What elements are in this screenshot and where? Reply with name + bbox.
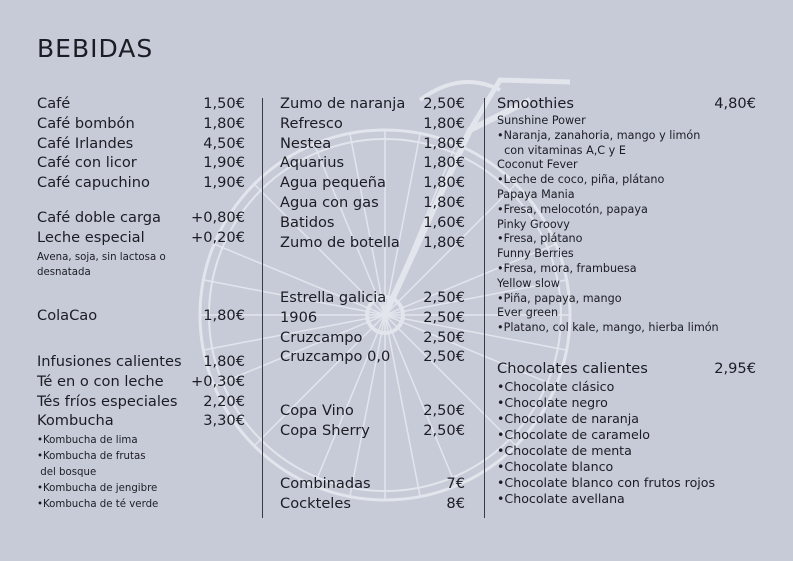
item-price: 1,80€ — [203, 307, 245, 324]
smoothie-line: •Fresa, plátano — [497, 232, 583, 246]
item-price: 1,80€ — [423, 154, 465, 172]
item-price: 7€ — [446, 475, 465, 492]
menu-item — [280, 329, 465, 349]
smoothie-line: •Platano, col kale, mango, hierba limón — [497, 321, 719, 335]
menu-item — [280, 422, 465, 442]
item-name: Copa Sherry — [280, 421, 370, 439]
item-price: 1,80€ — [203, 114, 245, 132]
item-price: 2,50€ — [423, 95, 465, 112]
item-name: 1906 — [280, 308, 318, 326]
smoothie-line: •Naranja, zanahoria, mango y limón — [497, 128, 701, 142]
chocolate-line: •Chocolate de caramelo — [497, 427, 650, 442]
menu-item — [280, 154, 465, 174]
item-price: 1,80€ — [423, 174, 465, 192]
menu-item — [280, 309, 465, 329]
item-name: Refresco — [280, 114, 343, 132]
chocolate-line: •Chocolate blanco — [497, 459, 614, 474]
item-price: 2,50€ — [423, 308, 465, 326]
smoothie-line: •Fresa, mora, frambuesa — [497, 261, 637, 275]
item-name: Smoothies — [497, 95, 574, 112]
item-price: 1,80€ — [423, 233, 465, 251]
beers-group — [280, 289, 465, 368]
item-price: 2,20€ — [203, 392, 245, 410]
menu-item — [280, 348, 465, 368]
extras-group — [37, 209, 245, 249]
menu-item — [497, 360, 756, 380]
item-price: 1,80€ — [423, 193, 465, 211]
item-price: 8€ — [446, 494, 465, 512]
item-name: Agua con gas — [280, 193, 379, 211]
item-name: Combinadas — [280, 475, 371, 492]
chocolate-line: •Chocolate de naranja — [497, 411, 639, 426]
item-name: Leche especial — [37, 228, 145, 246]
item-price: 2,50€ — [423, 289, 465, 306]
item-price: 3,30€ — [203, 412, 245, 430]
leche-note: Avena, soja, sin lactosa o — [37, 252, 166, 263]
menu-item — [280, 475, 465, 495]
item-name: Batidos — [280, 213, 335, 231]
item-name: Estrella galicia — [280, 289, 387, 306]
menu-item — [37, 154, 245, 174]
menu-item — [37, 174, 245, 194]
column-divider — [262, 98, 263, 518]
menu-item — [37, 393, 245, 413]
smoothie-line: Yellow slow — [497, 276, 560, 290]
item-name: Café bombón — [37, 114, 135, 132]
infusions-group — [37, 353, 245, 432]
menu-item — [37, 373, 245, 393]
item-price: 1,80€ — [423, 114, 465, 132]
kombucha-item: •Kombucha de té verde — [37, 499, 159, 510]
item-price: 1,50€ — [203, 95, 245, 112]
menu-item — [280, 289, 465, 309]
item-name: Café Irlandes — [37, 134, 134, 152]
item-name: Copa Vino — [280, 402, 354, 419]
menu-item — [37, 412, 245, 432]
smoothie-line: Ever green — [497, 306, 559, 320]
item-name: Agua pequeña — [280, 174, 387, 192]
item-name: Infusiones calientes — [37, 353, 182, 370]
chocolate-line: •Chocolate blanco con frutos rojos — [497, 475, 716, 490]
item-name: Aquarius — [280, 154, 345, 172]
item-price: 2,95€ — [714, 360, 756, 377]
menu-item — [280, 214, 465, 234]
smoothie-line: Funny Berries — [497, 247, 574, 261]
item-name: Café capuchino — [37, 174, 150, 192]
item-name: Café doble carga — [37, 209, 161, 226]
column-divider — [484, 98, 485, 518]
item-price: 4,80€ — [714, 95, 756, 112]
item-name: Tés fríos especiales — [37, 392, 178, 410]
item-price: 1,90€ — [203, 154, 245, 172]
item-name: Zumo de naranja — [280, 95, 406, 112]
item-price: 1,80€ — [423, 134, 465, 152]
menu-item — [37, 95, 245, 115]
smoothie-line: •Piña, papaya, mango — [497, 291, 622, 305]
item-name: Nestea — [280, 134, 332, 152]
item-name: Cruzcampo — [280, 328, 363, 346]
leche-note: desnatada — [37, 267, 91, 278]
page-title: BEBIDAS — [37, 34, 154, 63]
smoothie-line: Pinky Groovy — [497, 217, 570, 231]
smoothie-line: •Leche de coco, piña, plátano — [497, 173, 665, 187]
smoothie-line: Sunshine Power — [497, 114, 586, 127]
chocolate-line: •Chocolate avellana — [497, 491, 625, 506]
item-name: ColaCao — [37, 307, 98, 324]
item-price: 1,60€ — [423, 213, 465, 231]
item-price: 2,50€ — [423, 421, 465, 439]
item-price: 2,50€ — [423, 328, 465, 346]
item-name: Té en o con leche — [37, 372, 164, 390]
item-price: +0,80€ — [190, 209, 245, 226]
item-price: 1,80€ — [203, 353, 245, 370]
smoothie-line: con vitaminas A,C y E — [497, 143, 626, 157]
item-price: +0,30€ — [190, 372, 245, 390]
menu-item — [280, 402, 465, 422]
coffee-group — [37, 95, 245, 194]
menu-item — [280, 495, 465, 515]
menu-item — [280, 95, 465, 115]
kombucha-item: •Kombucha de lima — [37, 435, 138, 446]
menu-item — [37, 353, 245, 373]
item-price: +0,20€ — [190, 228, 245, 246]
item-name: Chocolates calientes — [497, 360, 648, 377]
item-name: Cockteles — [280, 494, 351, 512]
chocolate-line: •Chocolate clásico — [497, 379, 615, 394]
chocolate-line: •Chocolate negro — [497, 395, 608, 410]
kombucha-item: del bosque — [37, 467, 97, 478]
menu-item — [37, 307, 245, 327]
chocolate-list — [497, 379, 715, 507]
menu-item — [37, 115, 245, 135]
item-name: Kombucha — [37, 412, 114, 430]
smoothie-list — [497, 114, 719, 336]
wines-group — [280, 402, 465, 442]
menu-item — [37, 209, 245, 229]
kombucha-item: •Kombucha de frutas — [37, 451, 146, 462]
smoothie-line: •Fresa, melocotón, papaya — [497, 202, 648, 216]
item-price: 2,50€ — [423, 348, 465, 366]
menu-item — [280, 194, 465, 214]
item-name: Café — [37, 95, 71, 112]
menu-item — [37, 135, 245, 155]
smoothie-line: Coconut Fever — [497, 158, 578, 172]
item-name: Zumo de botella — [280, 233, 400, 251]
smoothie-line: Papaya Mania — [497, 187, 575, 201]
item-price: 2,50€ — [423, 402, 465, 419]
mixed-group — [280, 475, 465, 515]
menu-item — [280, 234, 465, 254]
kombucha-item: •Kombucha de jengibre — [37, 483, 158, 494]
menu-item — [280, 174, 465, 194]
chocolate-line: •Chocolate de menta — [497, 443, 632, 458]
menu-item — [280, 135, 465, 155]
menu-item — [497, 95, 756, 115]
item-price: 4,50€ — [203, 134, 245, 152]
menu-item — [280, 115, 465, 135]
item-price: 1,90€ — [203, 174, 245, 192]
item-name: Cruzcampo 0,0 — [280, 348, 391, 366]
menu-item — [37, 229, 245, 249]
soft-drinks-group — [280, 95, 465, 253]
item-name: Café con licor — [37, 154, 137, 172]
